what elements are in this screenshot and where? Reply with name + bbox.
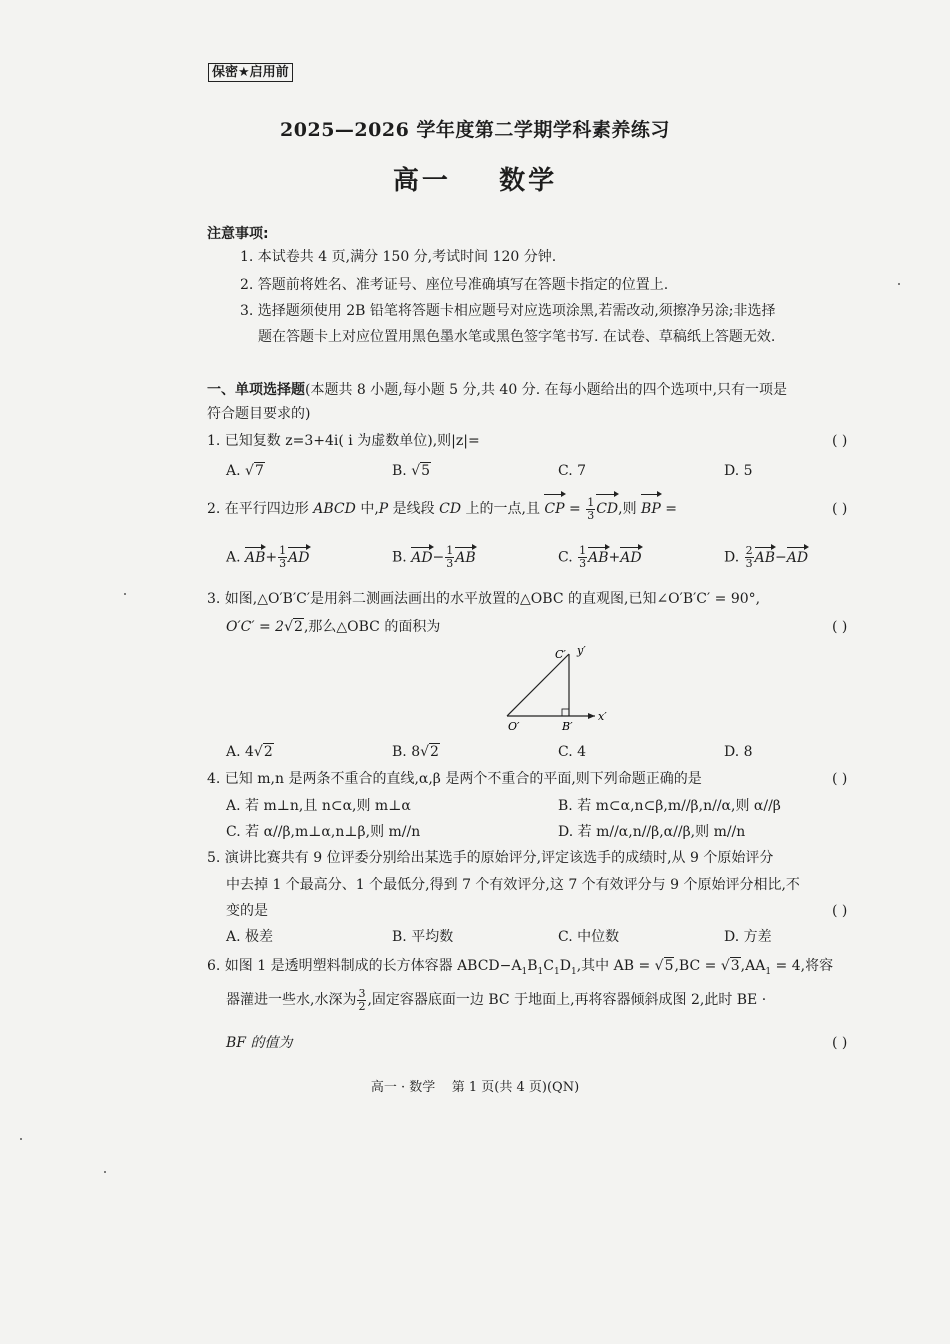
denominator: 3	[579, 557, 587, 570]
numerator: 2	[745, 544, 753, 557]
denominator: 3	[745, 557, 753, 570]
option-1c: C. 7	[558, 463, 587, 479]
subscript: 1	[521, 966, 528, 977]
vector: AD	[786, 549, 809, 566]
oblique-triangle-figure	[495, 640, 625, 735]
text: ,则	[618, 501, 642, 517]
fraction	[586, 497, 595, 522]
text: B	[527, 958, 538, 974]
question-3-stem: 3. 如图,△O′B′C′是用斜二测画法画出的水平放置的△OBC 的直观图,已知∠O′B′C′ = 90°,	[207, 591, 761, 607]
sqrt-symbol: √3	[720, 958, 740, 974]
text: 器灌进一些水,水深为	[226, 992, 357, 1008]
option-label: B.	[392, 463, 412, 479]
option-5b: B. 平均数	[392, 929, 454, 945]
option-2a	[226, 545, 310, 570]
subscript: 1	[537, 966, 544, 977]
section-heading	[207, 379, 787, 399]
denominator: 3	[587, 508, 595, 522]
text: 2. 在平行四边形	[207, 501, 314, 517]
option-label: A. 4	[226, 744, 254, 760]
subscript: 1	[765, 966, 772, 977]
vector: CP	[544, 496, 564, 522]
option-5a: A. 极差	[226, 929, 274, 945]
label-b: B′	[562, 720, 573, 733]
section-title: 一、单项选择题	[207, 382, 305, 398]
question-3-stem-cont	[226, 618, 440, 636]
vector: AB	[455, 549, 476, 566]
radicand: 5	[421, 463, 431, 479]
vector: AB	[245, 549, 266, 566]
fraction	[445, 545, 454, 570]
option-3a	[226, 743, 274, 761]
scan-speck	[898, 283, 900, 285]
option-3c: C. 4	[558, 744, 587, 760]
numerator: 1	[579, 544, 587, 557]
denominator: 3	[446, 557, 454, 570]
scan-speck	[20, 1138, 22, 1140]
math-var: ABCD	[313, 501, 356, 517]
option-5c: C. 中位数	[558, 929, 620, 945]
option-label: D.	[724, 549, 744, 566]
scan-speck	[104, 1171, 106, 1173]
numerator: 1	[279, 544, 287, 557]
fraction	[357, 988, 366, 1013]
option-2b	[392, 545, 476, 570]
option-5d: D. 方差	[724, 929, 772, 945]
vector: AD	[288, 549, 310, 566]
text: ,其中 AB =	[576, 958, 655, 974]
vector: AB	[588, 549, 609, 566]
sqrt-symbol: √5	[411, 463, 431, 479]
vector: AD	[620, 549, 642, 566]
option-4c: C. 若 α//β,m⊥α,n⊥β,则 m//n	[226, 824, 421, 840]
option-1b	[392, 462, 431, 480]
sqrt-symbol: √2	[284, 619, 303, 635]
operator: +	[265, 549, 278, 566]
operator: −	[432, 549, 445, 566]
answer-blank-1: ( )	[832, 433, 848, 449]
option-4a: A. 若 m⊥n,且 n⊂α,则 m⊥α	[226, 798, 411, 814]
notice-heading: 注意事项:	[207, 226, 269, 242]
text: ,那么△OBC 的面积为	[303, 619, 441, 635]
sqrt-symbol: √2	[253, 744, 273, 760]
radicand: 7	[254, 463, 264, 479]
label-y: y′	[577, 644, 586, 657]
option-label: B.	[392, 549, 412, 566]
option-label: A.	[226, 549, 246, 566]
denominator: 3	[279, 557, 287, 570]
text: =	[564, 501, 586, 517]
fraction	[745, 545, 754, 570]
text: =	[660, 501, 677, 517]
radicand: 2	[294, 619, 303, 635]
text: = 4,将容	[771, 958, 834, 974]
text: ,AA	[740, 958, 766, 974]
section-desc: (本题共 8 小题,每小题 5 分,共 40 分. 在每小题给出的四个选项中,只有一项是	[305, 382, 788, 398]
x-axis-arrow-icon	[588, 713, 595, 719]
subject-title: 高一 数学	[392, 166, 558, 196]
numerator: 1	[587, 495, 595, 509]
answer-blank-4: ( )	[832, 771, 848, 787]
section-desc-cont: 符合题目要求的)	[207, 406, 311, 422]
option-3b	[392, 743, 440, 761]
vector: CD	[596, 496, 618, 522]
text: 6. 如图 1 是透明塑料制成的长方体容器 ABCD−A	[207, 958, 522, 974]
numerator: 3	[358, 986, 366, 1000]
answer-blank-6: ( )	[832, 1035, 848, 1051]
option-3d: D. 8	[724, 744, 753, 760]
radicand: 2	[263, 744, 273, 760]
notice-item-1: 1. 本试卷共 4 页,满分 150 分,考试时间 120 分钟.	[240, 249, 557, 265]
denominator: 2	[358, 999, 366, 1013]
option-label: A.	[226, 463, 246, 479]
text: D	[559, 958, 571, 974]
answer-blank-5: ( )	[832, 903, 848, 919]
radicand: 3	[730, 958, 740, 974]
math-var: CD	[439, 501, 462, 517]
text: O′C′ = 2	[226, 619, 285, 635]
question-5-stem: 5. 演讲比赛共有 9 位评委分别给出某选手的原始评分,评定该选手的成绩时,从 9 个原始评分	[207, 850, 774, 866]
radicand: 2	[430, 744, 439, 760]
math-var: P	[378, 501, 389, 517]
notice-item-2: 2. 答题前将姓名、准考证号、座位号准确填写在答题卡指定的位置上.	[240, 277, 669, 293]
option-4d: D. 若 m//α,n//β,α//β,则 m//n	[558, 824, 746, 840]
vector: AB	[754, 549, 776, 566]
text: C	[543, 958, 554, 974]
label-o: O′	[508, 720, 520, 733]
option-4b: B. 若 m⊂α,n⊂β,m//β,n//α,则 α//β	[558, 798, 781, 814]
option-label: C.	[558, 549, 578, 566]
text: 上的一点,且	[461, 501, 545, 517]
operator: −	[775, 549, 787, 566]
right-angle-icon	[562, 709, 569, 716]
sqrt-symbol: √7	[245, 463, 264, 479]
question-6-stem	[207, 957, 833, 981]
question-5-stem-cont: 中去掉 1 个最高分、1 个最低分,得到 7 个有效评分,这 7 个有效评分与 9 个原始评分相比,不	[226, 877, 800, 893]
scan-speck	[124, 593, 126, 595]
fraction	[278, 545, 287, 570]
exam-title: 2025—2026 学年度第二学期学科素养练习	[280, 119, 670, 141]
option-1a	[226, 462, 265, 480]
option-1d: D. 5	[724, 463, 753, 479]
text: 中,	[355, 501, 379, 517]
sqrt-symbol: √5	[654, 958, 674, 974]
text: 是线段	[388, 501, 440, 517]
question-5-stem-end: 变的是	[226, 903, 268, 919]
text: ,固定容器底面一边 BC 于地面上,再将容器倾斜成图 2,此时 BE ·	[367, 992, 767, 1008]
y-axis-line	[507, 654, 569, 716]
vector: AD	[411, 549, 433, 566]
radicand: 5	[664, 958, 674, 974]
numerator: 1	[446, 544, 454, 557]
option-label: B. 8	[392, 744, 421, 760]
answer-blank-3: ( )	[832, 619, 848, 635]
subscript: 1	[554, 966, 560, 977]
notice-item-3: 3. 选择题须使用 2B 铅笔将答题卡相应题号对应选项涂黑,若需改动,须擦净另涂;非选择	[240, 303, 776, 319]
question-1-stem: 1. 已知复数 z=3+4i( i 为虚数单位),则|z|=	[207, 433, 480, 449]
label-c: C′	[555, 648, 566, 661]
option-2d	[724, 545, 808, 570]
confidential-badge: 保密★启用前	[208, 63, 293, 82]
operator: +	[608, 549, 621, 566]
option-2c	[558, 545, 642, 570]
vector: BP	[641, 496, 661, 522]
fraction	[578, 545, 587, 570]
answer-blank-2: ( )	[832, 501, 848, 517]
text: ,BC =	[674, 958, 721, 974]
page-footer: 高一 · 数学 第 1 页(共 4 页)(QN)	[370, 1080, 580, 1095]
label-x: x′	[598, 710, 607, 723]
question-4-stem: 4. 已知 m,n 是两条不重合的直线,α,β 是两个不重合的平面,则下列命题正确的是	[207, 771, 702, 787]
sqrt-symbol: √2	[420, 744, 439, 760]
subscript: 1	[570, 966, 577, 977]
question-6-stem-end: BF 的值为	[226, 1035, 293, 1051]
question-2-stem	[207, 496, 677, 522]
question-6-stem-cont	[226, 987, 766, 1013]
notice-item-3-cont: 题在答题卡上对应位置用黑色墨水笔或黑色签字笔书写. 在试卷、草稿纸上答题无效.	[258, 329, 776, 345]
